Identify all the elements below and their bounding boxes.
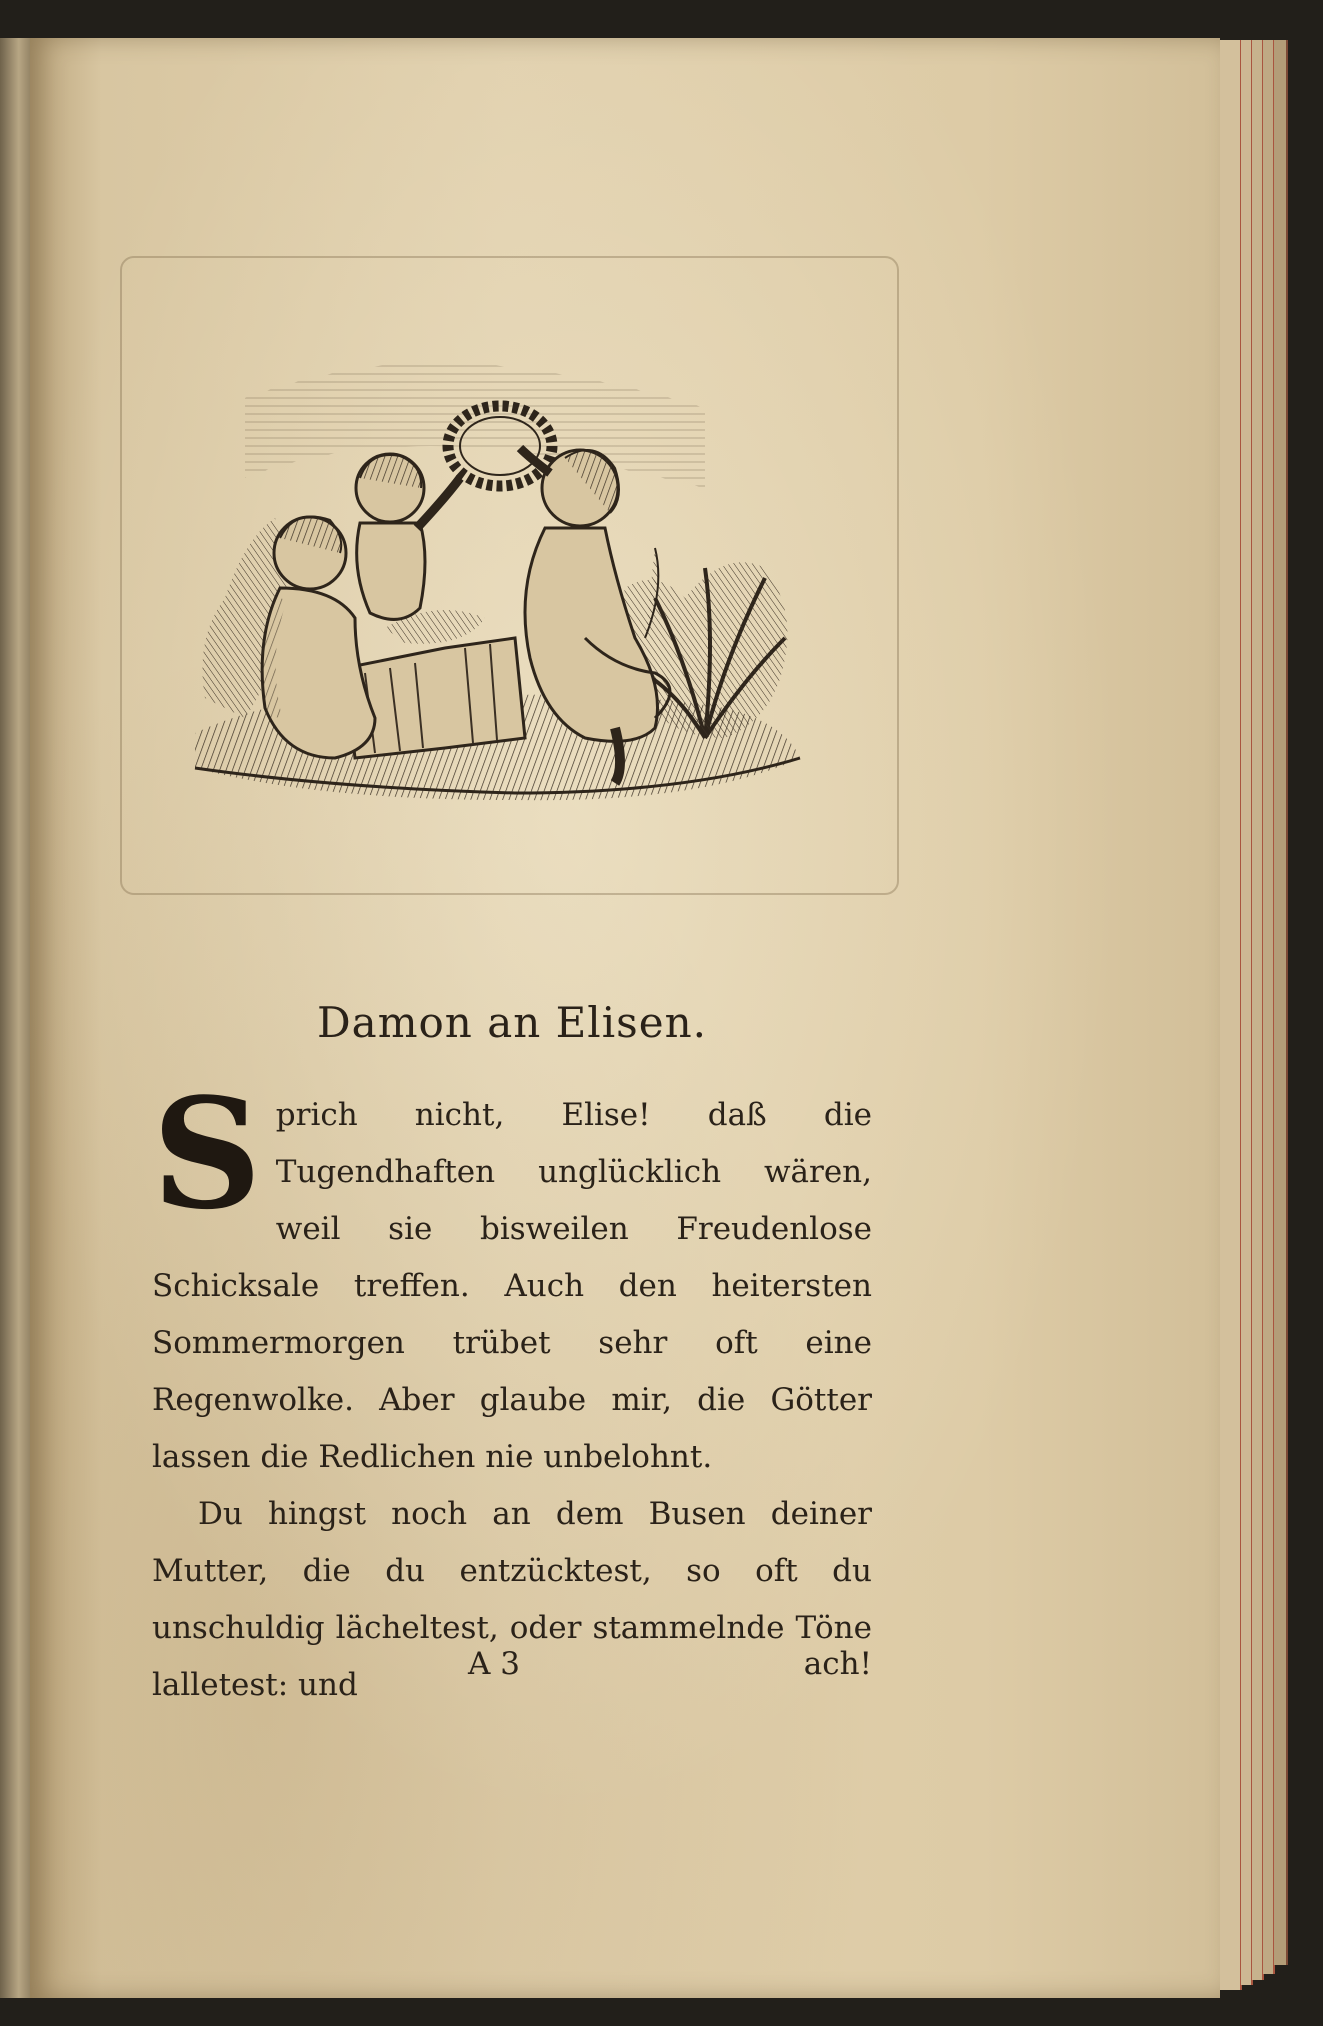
page-edge bbox=[1218, 40, 1242, 1990]
catchword: ach! bbox=[803, 1646, 872, 1682]
signature-mark: A 3 bbox=[468, 1646, 520, 1682]
poem-title: Damon an Elisen. bbox=[316, 998, 707, 1047]
paragraph: Du hingst noch an dem Busen deiner Mutter, die du entzücktest, so oft du unschuldig lächeltest, oder stammelnde Töne lalletest: und bbox=[152, 1496, 872, 1703]
page-edge bbox=[1274, 40, 1288, 1965]
book-page bbox=[30, 38, 1220, 1998]
drop-cap: S bbox=[152, 1064, 262, 1243]
paragraph bbox=[152, 1064, 872, 1486]
previous-page-edge bbox=[0, 38, 34, 1998]
paragraph-text: prich nicht, Elise! daß die Tugendhaften unglücklich wären, weil sie bisweilen Freudenlose Schicksale treffen. Auch den heitersten Sommermorgen trübet sehr oft eine Regenwolke. Aber glaube mir, die Götter lassen die Redlichen nie unbelohnt. bbox=[152, 1097, 872, 1475]
page-footer bbox=[152, 1646, 872, 1706]
poem-text-block bbox=[152, 998, 872, 1714]
cherubs-engraving-illustration bbox=[185, 338, 825, 808]
